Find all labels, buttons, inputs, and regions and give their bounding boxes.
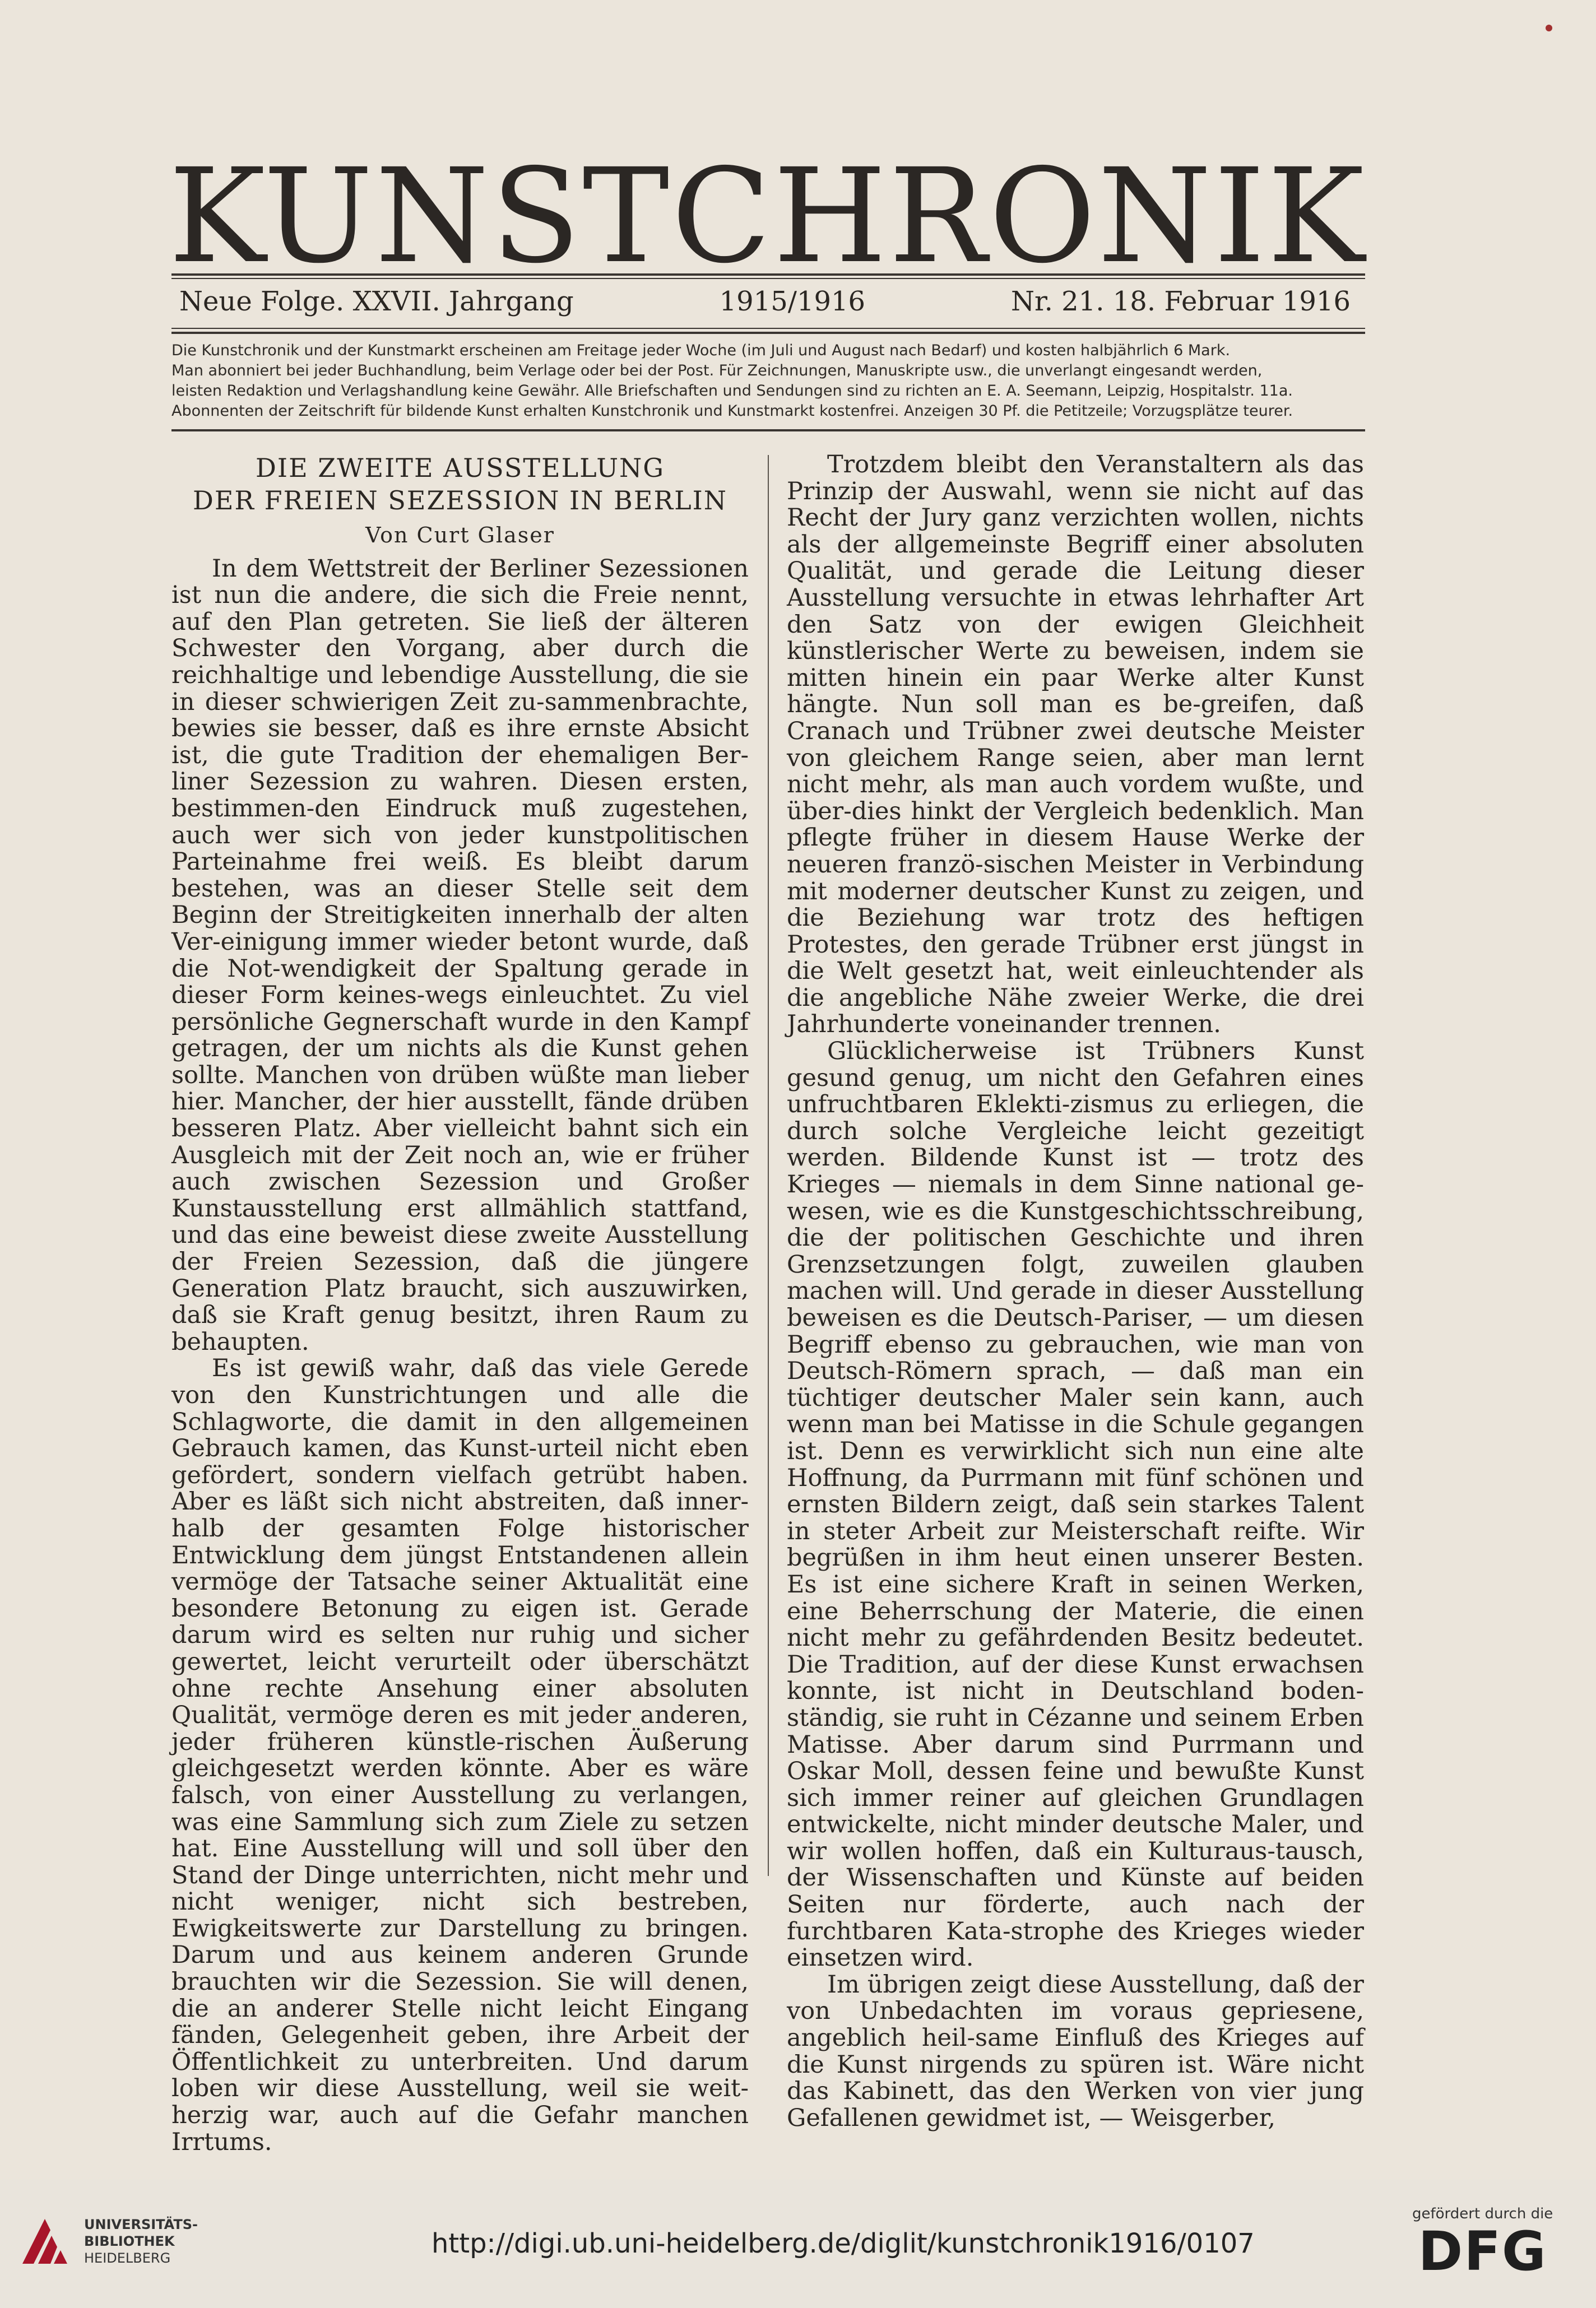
permalink-url[interactable]: http://digi.ub.uni-heidelberg.de/diglit/kunstchronik1916/0107 bbox=[432, 2228, 1255, 2259]
column-divider bbox=[768, 455, 769, 1876]
masthead-rule-top-thin bbox=[171, 278, 1365, 279]
library-name bbox=[84, 2216, 198, 2267]
masthead-title: KUNSTCHRONIK bbox=[169, 141, 1367, 292]
notice-line: Die Kunstchronik und der Kunstmarkt erscheinen am Freitage jeder Woche (im Juli und August nach Bedarf) und kosten halbjährlich 6 Mark. bbox=[171, 342, 1231, 359]
article-headline bbox=[171, 452, 749, 517]
notice-line: Abonnenten der Zeitschrift für bildende Kunst erhalten Kunstchronik und Kunstmarkt kostenfrei. Anzeigen 30 Pf. die Petitzeile; Vorzugsplätze teurer. bbox=[171, 402, 1293, 420]
volume-year: 1915/1916 bbox=[719, 286, 866, 317]
funder-logo bbox=[1412, 2205, 1553, 2282]
issue-date: Nr. 21. 18. Februar 1916 bbox=[1010, 286, 1351, 317]
library-logo[interactable] bbox=[17, 2213, 198, 2269]
article-column-right bbox=[787, 452, 1364, 2131]
library-name-line-2: BIBLIOTHEK bbox=[84, 2233, 175, 2249]
paragraph: Glücklicherweise ist Trübners Kunst gesund genug, um nicht den Gefahren eines unfruchtbaren Eklekti-zismus zu erliegen, die durch solche Vergleiche leicht gezeitigt werden. Bildende Kunst ist — trotz des Krieges — niemals in dem Sinne national ge-wesen, wie es die Kunstgeschichtsschreibung, die der politischen Geschichte und ihren Grenzsetzungen folgt, zuweilen glauben machen will. Und gerade in dieser Ausstellung beweisen es die Deutsch-Pariser, — um diesen Begriff ebenso zu gebrauchen, wie man von Deutsch-Römern sprach, — daß man ein tüchtiger deutscher Maler sein kann, auch wenn man bei Matisse in die Schule gegangen ist. Denn es verwirklicht sich nun eine alte Hoffnung, da Purrmann mit fünf schönen und ernsten Bildern zeigt, daß sein starkes Talent in steter Arbeit zur Meisterschaft reifte. Wir begrüßen in ihm heut einen unserer Besten. Es ist eine sichere Kraft in seinen Werken, eine Beherrschung der Materie, die einen nicht mehr zu gefährdenden Besitz bedeutet. Die Tradition, auf der diese Kunst erwachsen konnte, ist nicht in Deutschland boden-ständig, sie ruht in Cézanne und seinem Erben Matisse. Aber darum sind Purrmann und Oskar Moll, dessen feine und bewußte Kunst sich immer reiner auf gleichen Grundlagen entwickelte, nicht minder deutsche Maler, und wir wollen hoffen, daß ein Kulturaus-tausch, der Wissenschaften und Künste auf beiden Seiten nur förderte, auch nach der furchtbaren Kata-strophe des Krieges wieder einsetzen wird. bbox=[787, 1037, 1364, 1972]
issue-line bbox=[179, 286, 1351, 317]
library-name-line-1: UNIVERSITÄTS- bbox=[84, 2217, 198, 2232]
masthead-rule-top bbox=[171, 273, 1365, 276]
corner-mark bbox=[1546, 25, 1552, 31]
notice-line: Man abonniert bei jeder Buchhandlung, beim Verlage oder bei der Post. Für Zeichnungen, Manuskripte usw., die unverlangt eingesandt werden, bbox=[171, 362, 1263, 379]
article-author: Von Curt Glaser bbox=[365, 523, 555, 547]
masthead-rule-mid bbox=[171, 328, 1365, 329]
paragraph: In dem Wettstreit der Berliner Sezessionen ist nun die andere, die sich die Freie nennt, auf den Plan getreten. Sie ließ der älteren Schwester den Vorgang, aber durch die reichhaltige und lebendige Ausstellung, die sie in dieser schwierigen Zeit zu-sammenbrachte, bewies sie besser, daß es ihre ernste Absicht ist, die gute Tradition der ehemaligen Ber-liner Sezession zu wahren. Diesen ersten, bestimmen-den Eindruck muß zugestehen, auch wer sich von jeder kunstpolitischen Parteinahme frei weiß. Es bleibt darum bestehen, was an dieser Stelle seit dem Beginn der Streitigkeiten innerhalb der alten Ver-einigung immer wieder betont wurde, daß die Not-wendigkeit der Spaltung gerade in dieser Form keines-wegs einleuchtet. Zu viel persönliche Gegnerschaft wurde in den Kampf getragen, der um nichts als die Kunst gehen sollte. Manchen von drüben wüßte man lieber hier. Mancher, der hier ausstellt, fände drüben besseren Platz. Aber vielleicht bahnt sich ein Ausgleich mit der Zeit noch an, wie er früher auch zwischen Sezession und Großer Kunstausstellung erst allmählich stattfand, und das eine beweist diese zweite Ausstellung der Freien Sezession, daß die jüngere Generation Platz braucht, sich auszuwirken, daß sie Kraft genug besitzt, ihren Raum zu behaupten. bbox=[171, 554, 749, 1356]
subscription-notice bbox=[171, 341, 1365, 421]
masthead-rule-mid-thick bbox=[171, 332, 1365, 334]
library-name-line-3: HEIDELBERG bbox=[84, 2250, 171, 2266]
paragraph: Es ist gewiß wahr, daß das viele Gerede von den Kunstrichtungen und alle die Schlagworte, die damit in den allgemeinen Gebrauch kamen, das Kunst-urteil nicht eben gefördert, sondern vielfach getrübt haben. Aber es läßt sich nicht abstreiten, daß inner-halb der gesamten Folge historischer Entwicklung dem jüngst Entstandenen allein vermöge der Tatsache seiner Aktualität eine besondere Betonung zu eigen ist. Gerade darum wird es selten nur ruhig und sicher gewertet, leicht verurteilt oder überschätzt ohne rechte Ansehung einer absoluten Qualität, vermöge deren es mit jeder anderen, jeder früheren künstle-rischen Äußerung gleichgesetzt werden könnte. Aber es wäre falsch, von einer Ausstellung zu verlangen, was eine Sammlung sich zum Ziele zu setzen hat. Eine Ausstellung will und soll über den Stand der Dinge unterrichten, nicht mehr und nicht weniger, nicht sich bestreben, Ewigkeitswerte zur Darstellung zu bringen. Darum und aus keinem anderen Grunde brauchten wir die Sezession. Sie will denen, die an anderer Stelle nicht leicht Eingang fänden, Gelegenheit geben, ihre Arbeit der Öffentlichkeit zu unterbreiten. Und darum loben wir diese Ausstellung, weil sie weit-herzig war, auch auf die Gefahr manchen Irrtums. bbox=[171, 1354, 749, 2156]
paragraph: Trotzdem bleibt den Veranstaltern als das Prinzip der Auswahl, wenn sie nicht auf das Recht der Jury ganz verzichten wollen, nichts als der allgemeinste Begriff einer absoluten Qualität, und gerade die Leitung dieser Ausstellung versuchte in etwas lehrhafter Art den Satz von der ewigen Gleichheit künstlerischer Werte zu beweisen, indem sie mitten hinein ein paar Werke alter Kunst hängte. Nun soll man es be-greifen, daß Cranach und Trübner zwei deutsche Meister von gleichem Range seien, aber man lernt nicht mehr, als man auch vordem wußte, und über-dies hinkt der Vergleich bedenklich. Man pflegte früher in diesem Hause Werke der neueren franzö-sischen Meister in Verbindung mit moderner deutscher Kunst zu zeigen, und die Beziehung war trotz des heftigen Protestes, den gerade Trübner erst jüngst in die Welt gesetzt hat, weit einleuchtender als die angebliche Nähe zweier Werke, die drei Jahrhunderte voneinander trennen. bbox=[787, 451, 1364, 1039]
digitization-footer bbox=[0, 2180, 1596, 2308]
library-emblem-icon bbox=[17, 2213, 73, 2269]
notice-rule-bottom bbox=[171, 429, 1365, 431]
funding-note: gefördert durch die bbox=[1412, 2205, 1553, 2222]
article-column-left bbox=[171, 452, 749, 2156]
headline-line-2: DER FREIEN SEZESSION IN BERLIN bbox=[192, 485, 728, 516]
dfg-logo-text: DFG bbox=[1418, 2220, 1547, 2283]
paragraph: Im übrigen zeigt diese Ausstellung, daß der von Unbedachten im voraus gepriesene, angeblich heil-same Einfluß des Krieges auf die Kunst nirgends zu spüren ist. Wäre nicht das Kabinett, das den Werken von vier jung Gefallenen gewidmet ist, — Weisgerber, bbox=[787, 1970, 1364, 2132]
series-label: Neue Folge. XXVII. Jahrgang bbox=[179, 286, 574, 317]
headline-line-1: DIE ZWEITE AUSSTELLUNG bbox=[256, 453, 665, 483]
notice-line: leisten Redaktion und Verlagshandlung keine Gewähr. Alle Briefschaften und Sendungen sind zu richten an E. A. Seemann, Leipzig, Hospitalstr. 11a. bbox=[171, 382, 1293, 400]
